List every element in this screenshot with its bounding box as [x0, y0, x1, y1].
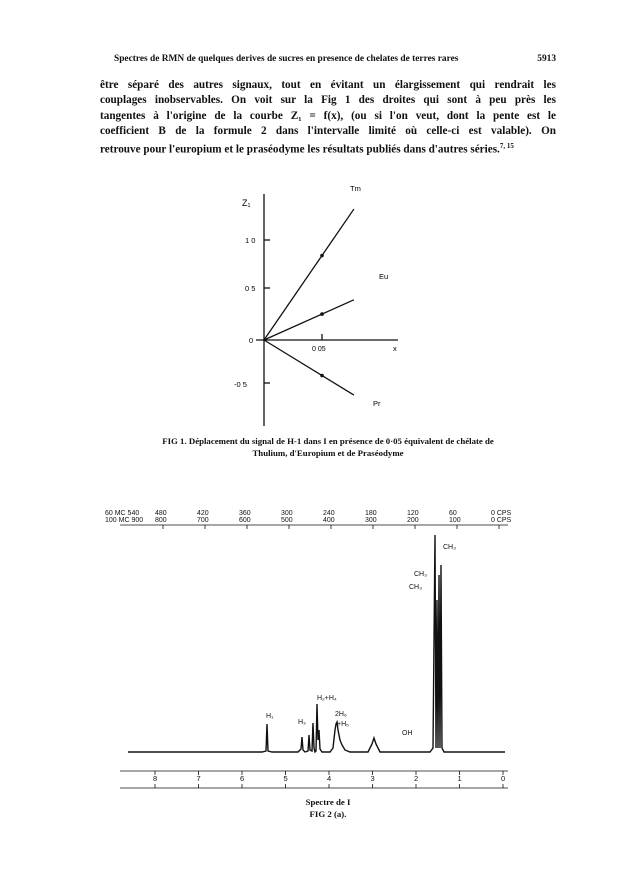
scale-100-tick-label: 300 [365, 517, 377, 524]
data-point-eu [320, 312, 324, 316]
ppm-tick-label: 2 [414, 774, 419, 783]
x-axis-label: x [393, 344, 397, 353]
ppm-tick-label: 6 [240, 774, 245, 783]
ppm-tick-label: 0 [501, 774, 506, 783]
y-tick-label: 1 0 [245, 236, 256, 245]
peak-label-h1: H₁ [266, 713, 274, 720]
y-tick-label: 0 [249, 336, 254, 345]
peak-label-ch3-low: CH₃ [409, 584, 422, 591]
running-title: Spectres de RMN de quelques derives de sucres en presence de chelates de terres rares [114, 54, 459, 64]
figure-1-caption [100, 436, 556, 459]
scale-100-label: 100 MC 900 [105, 517, 144, 524]
scale-60-label: 60 MC 540 [105, 510, 140, 517]
scale-100-tick-label: 700 [197, 517, 209, 524]
scale-100-tick-label: 0 CPS [491, 517, 512, 524]
spectrum-title: Spectre de I [305, 797, 351, 807]
body-line: être séparé des autres signaux, tout en évitant un élargissement qui rendrait les [100, 79, 556, 91]
data-point-tm [320, 254, 324, 258]
y-tick-label: 0 5 [245, 284, 256, 293]
caption-line: Thulium, d'Europium et de Praséodyme [252, 447, 404, 458]
ppm-tick-label: 1 [457, 774, 462, 783]
scale-60-tick-label: 60 [449, 510, 457, 517]
reference-superscript: 7, 15 [499, 142, 514, 151]
body-line: couplages inobservables. On voit sur la Fig 1 des droites qui sont à peu près les [100, 94, 556, 107]
ppm-tick-label: 4 [327, 774, 332, 783]
ppm-tick-label: 3 [370, 774, 375, 783]
peak-label-ch3-mid: CH₃ [414, 571, 427, 578]
figure-2-caption [100, 797, 556, 820]
ppm-tick-label: 7 [196, 774, 201, 783]
y-axis-label: Z₁ [242, 198, 251, 208]
page-number: 5913 [537, 54, 556, 64]
body-line-text: retrouve pour l'europium et le praséodyme les résultats publiés dans d'autres séries. [100, 143, 500, 156]
series-label-tm: Tm [350, 184, 361, 193]
ppm-tick-label: 5 [283, 774, 288, 783]
caption-line: FIG 1. Déplacement du signal de H-1 dans I en présence de 0·05 équivalent de chélate de [162, 436, 494, 446]
peak-label-h5: +H₅ [337, 721, 349, 728]
scale-100-tick-label: 600 [239, 517, 251, 524]
peak-label-h2h4: H₂+H₄ [317, 695, 337, 702]
scale-100-tick-label: 500 [281, 517, 293, 524]
scale-100-tick-label: 200 [407, 517, 419, 524]
scale-60-tick-label: 480 [155, 510, 167, 517]
series-label-pr: Pr [373, 399, 381, 408]
body-line: coefficient B de la formule 2 dans l'intervalle limité où celle-ci est valable). On [100, 124, 556, 137]
scale-100-tick-label: 100 [449, 517, 461, 524]
data-point-pr [320, 374, 324, 378]
series-line-pr [264, 340, 354, 395]
scale-100-tick-label: 800 [155, 517, 167, 524]
peak-label-ch3-top: CH₃ [443, 544, 456, 551]
scale-60-tick-label: 300 [281, 510, 293, 517]
scale-60-tick-label: 420 [197, 510, 209, 517]
scale-60-tick-label: 0 CPS [491, 510, 512, 517]
peak-label-h3: H₃ [298, 719, 306, 726]
y-tick-label: -0 5 [234, 380, 247, 389]
scale-60-tick-label: 360 [239, 510, 251, 517]
scale-60-tick-label: 180 [365, 510, 377, 517]
ppm-tick-label: 8 [153, 774, 158, 783]
x-tick-label: 0 05 [312, 346, 326, 353]
scale-60-tick-label: 240 [323, 510, 335, 517]
scale-100-tick-label: 400 [323, 517, 335, 524]
series-label-eu: Eu [379, 272, 389, 281]
scale-60-tick-label: 120 [407, 510, 419, 517]
figure-2-label: FIG 2 (a). [309, 808, 347, 819]
peak-label-h6: 2H₆ [335, 711, 347, 718]
body-line: tangentes à l'origine de la courbe Z₁ = f(x), (ou si l'on veut, dont la pente est le [100, 109, 556, 122]
peak-label-oh: OH [402, 730, 413, 737]
